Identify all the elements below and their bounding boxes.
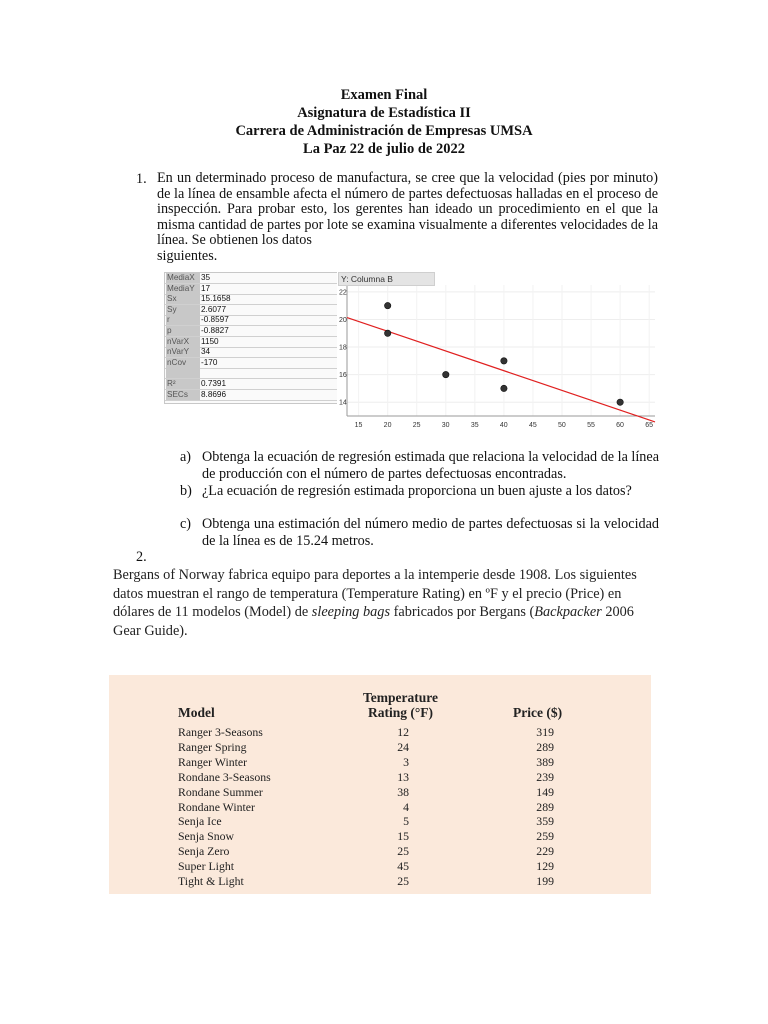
stat-row xyxy=(165,390,337,401)
cell-price: 199 xyxy=(536,874,554,888)
x-tick-label: 15 xyxy=(354,422,363,429)
cell-price: 129 xyxy=(536,859,554,874)
cell-price: 319 xyxy=(536,725,554,739)
program-name: Carrera de Administración de Empresas UMSA xyxy=(235,123,533,139)
stat-value: 0.7391 xyxy=(201,379,227,388)
cell-temperature: 4 xyxy=(403,799,409,814)
header-model: Model xyxy=(178,705,215,720)
header-temperature-line2: Rating (°F) xyxy=(367,705,433,720)
intro-text-2: fabricados por Bergans ( xyxy=(390,604,535,620)
cell-model: Ranger Spring xyxy=(178,739,247,754)
header-temperature xyxy=(363,690,438,720)
cell-temperature: 25 xyxy=(397,874,409,888)
table-row xyxy=(109,725,651,740)
x-tick-label: 45 xyxy=(528,422,537,429)
item-text: Obtenga la ecuación de regresión estimada que relaciona la velocidad de la línea de producción con el número de partes defectuosas encontradas. xyxy=(202,449,659,482)
cell-temperature: 24 xyxy=(397,739,409,754)
cell-temperature: 45 xyxy=(397,859,409,874)
stat-row xyxy=(165,347,337,358)
course-name: Asignatura de Estadística II xyxy=(297,105,471,121)
cell-model: Senja Snow xyxy=(178,829,235,844)
item-letter: c) xyxy=(180,516,192,532)
stat-row xyxy=(165,305,337,316)
stat-label: Sx xyxy=(166,294,200,304)
cell-model: Senja Zero xyxy=(178,844,230,859)
y-tick-label: 16 xyxy=(339,372,347,380)
stat-value: 17 xyxy=(201,283,211,293)
cell-temperature: 13 xyxy=(397,769,409,784)
cell-model: Senja Ice xyxy=(178,814,222,829)
stat-value: -170 xyxy=(201,357,218,367)
item-letter: b) xyxy=(180,483,192,499)
stat-label xyxy=(166,368,200,378)
stat-label: nVarY xyxy=(166,347,200,357)
stat-row xyxy=(165,273,337,284)
stat-row xyxy=(165,294,337,305)
cell-price: 289 xyxy=(536,739,554,754)
table-row xyxy=(109,859,651,874)
stat-row xyxy=(165,337,337,348)
stat-value: -0.8827 xyxy=(201,326,229,335)
cell-price: 359 xyxy=(536,814,554,829)
x-tick-label: 30 xyxy=(441,422,450,429)
stat-value: 34 xyxy=(201,347,211,357)
intro-emphasis-1: sleeping bags xyxy=(311,604,391,620)
x-tick-label: 20 xyxy=(383,422,392,429)
data-point xyxy=(617,399,623,405)
table-row xyxy=(109,874,651,889)
stat-label: nVarX xyxy=(166,337,200,347)
cell-temperature: 25 xyxy=(397,844,409,859)
cell-temperature: 12 xyxy=(397,725,409,739)
x-tick-label: 50 xyxy=(558,422,566,429)
table-row xyxy=(109,755,651,770)
x-tick-label: 35 xyxy=(470,422,479,429)
cell-temperature: 5 xyxy=(403,814,409,829)
stat-label: R² xyxy=(166,379,200,389)
stat-label: p xyxy=(166,326,200,336)
exam-date: La Paz 22 de julio de 2022 xyxy=(303,141,465,157)
data-point xyxy=(501,358,507,364)
scatter-chart-svg xyxy=(337,271,659,432)
stat-value: 1150 xyxy=(201,336,219,346)
question-1-number: 1. xyxy=(136,171,147,187)
table-row xyxy=(109,785,651,800)
data-point xyxy=(384,330,390,336)
x-tick-label: 55 xyxy=(587,422,595,429)
question-2-number: 2. xyxy=(136,549,147,565)
cell-model: Rondane Summer xyxy=(178,784,263,799)
table-row xyxy=(109,740,651,755)
cell-temperature: 3 xyxy=(403,754,409,769)
x-tick-label: 65 xyxy=(645,422,653,429)
question-1-body-end: siguientes. xyxy=(157,247,218,264)
chart-background xyxy=(337,271,659,432)
table-row xyxy=(109,770,651,785)
stat-row xyxy=(165,284,337,295)
x-tick-label: 60 xyxy=(616,422,624,429)
cell-model: Tight & Light xyxy=(178,874,244,888)
stat-value: 8.8696 xyxy=(201,389,227,399)
cell-price: 229 xyxy=(536,844,554,859)
intro-text-1: Bergans of Norway fabrica equipo para deportes a la intemperie desde 1908. Los siguientes datos muestran el rango de temperatura (Temperature Rating) en ºF y el precio (Price) en dólares de 11 modelos (Model) de xyxy=(113,567,637,620)
stat-row xyxy=(165,379,337,390)
stat-row xyxy=(165,315,337,326)
cell-temperature: 38 xyxy=(397,784,409,799)
header-price: Price ($) xyxy=(513,705,563,720)
stat-label: Sy xyxy=(166,305,200,315)
stat-row xyxy=(165,358,337,369)
y-tick-label: 14 xyxy=(339,399,347,407)
cell-price: 389 xyxy=(536,754,554,769)
stat-value: 2.6077 xyxy=(201,304,227,314)
cell-model: Ranger Winter xyxy=(178,754,248,769)
data-point xyxy=(501,385,507,391)
cell-price: 259 xyxy=(536,829,554,844)
stat-label: nCov xyxy=(166,358,200,368)
table-row xyxy=(109,800,651,815)
header-temperature-line1: Temperature xyxy=(363,690,438,705)
chart-tab-label: Y: Columna B xyxy=(338,272,435,286)
stat-row xyxy=(165,326,337,337)
statistics-panel xyxy=(164,272,338,404)
item-text: ¿La ecuación de regresión estimada proporciona un buen ajuste a los datos? xyxy=(202,483,632,499)
y-tick-label: 22 xyxy=(339,289,347,297)
question-2-intro xyxy=(113,566,653,640)
intro-emphasis-2: Backpacker xyxy=(534,604,602,620)
x-tick-label: 40 xyxy=(499,422,508,429)
stat-value: -0.8597 xyxy=(201,315,229,325)
exam-title: Examen Final xyxy=(340,87,428,103)
data-point xyxy=(443,371,449,377)
exam-header xyxy=(0,86,768,158)
y-tick-label: 18 xyxy=(339,344,347,352)
cell-model: Rondane 3-Seasons xyxy=(178,769,271,784)
table-row xyxy=(109,844,651,859)
item-text: Obtenga una estimación del número medio de partes defectuosas si la velocidad de la línea es de 15.24 metros. xyxy=(202,516,659,549)
question-1-text xyxy=(157,171,658,265)
cell-model: Super Light xyxy=(178,859,235,874)
cell-price: 149 xyxy=(536,784,554,799)
intro-text-3: 2006 Gear Guide). xyxy=(113,604,634,639)
cell-price: 239 xyxy=(536,769,554,784)
stat-value: 35 xyxy=(201,273,211,282)
scatter-chart xyxy=(337,271,659,432)
question-1-body: En un determinado proceso de manufactura, se cree que la velocidad (pies por minuto) de la línea de ensamble afecta el número de partes defectuosas halladas en el proceso de inspección. Para probar esto, los gerentes han ideado un procedimiento en el que la misma cantidad de partes por lote se examina visualmente a diferentes velocidades de la línea. Se obtienen los datos xyxy=(157,170,658,249)
data-point xyxy=(384,302,390,308)
cell-temperature: 15 xyxy=(397,829,409,844)
cell-model: Ranger 3-Seasons xyxy=(178,725,263,739)
stat-value: 15.1658 xyxy=(201,294,231,304)
x-tick-label: 25 xyxy=(412,422,421,429)
stat-label: r xyxy=(166,315,200,325)
stat-label: SECs xyxy=(166,390,200,400)
cell-price: 289 xyxy=(536,799,554,814)
stat-row xyxy=(165,368,337,379)
sleeping-bags-table xyxy=(109,675,651,894)
table-row xyxy=(109,829,651,844)
stat-label: MediaY xyxy=(166,284,200,294)
cell-model: Rondane Winter xyxy=(178,799,255,814)
stat-label: MediaX xyxy=(166,273,200,283)
y-tick-label: 20 xyxy=(339,316,347,324)
table-row xyxy=(109,814,651,829)
item-letter: a) xyxy=(180,449,192,465)
